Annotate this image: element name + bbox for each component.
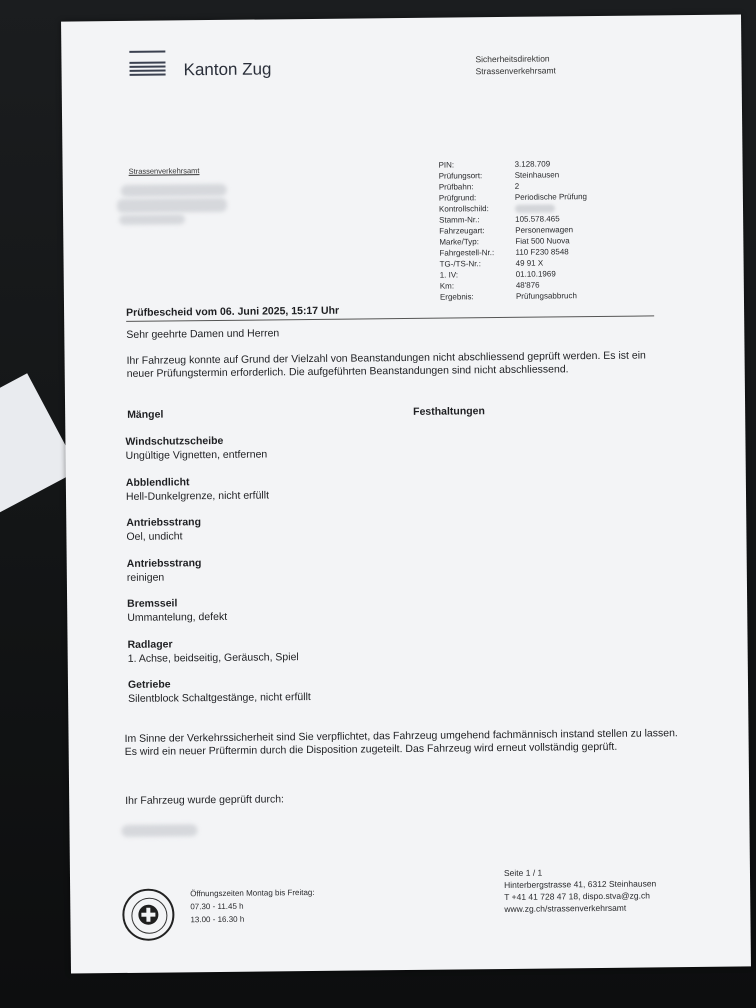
intro-paragraph: Ihr Fahrzeug konnte auf Grund der Vielzahl von Beanstandungen nicht abschliessend geprüft werden. Es ist ein neuer Prüfungstermin erforderlich. Die aufgeführten Beanstandungen sind nicht abschliessend. bbox=[126, 349, 646, 380]
redacted-address bbox=[121, 184, 227, 197]
fact-label: 1. IV: bbox=[439, 270, 459, 280]
defect-item bbox=[126, 511, 626, 557]
defect-description: Silentblock Schaltgestänge, nicht erfüllt bbox=[128, 691, 311, 705]
defect-description: Ummantelung, defekt bbox=[127, 610, 228, 624]
defect-item bbox=[127, 592, 627, 638]
opening-hours-morning: 07.30 - 11.45 h bbox=[190, 901, 244, 912]
document-title: Prüfbescheid vom 06. Juni 2025, 15:17 Uhr bbox=[126, 304, 340, 319]
fact-value: Periodische Prüfung bbox=[514, 192, 587, 202]
fact-value: 48'876 bbox=[515, 280, 540, 290]
closing-paragraph: Im Sinne der Verkehrssicherheit sind Sie verpflichtet, das Fahrzeug umgehend fachmännisch instand stellen zu lassen. Es wird ein neuer Prüftermin durch die Disposition zugeteilt. Das Fahrzeug wird erneut vollständig geprüft. bbox=[124, 727, 678, 758]
salutation: Sehr geehrte Damen und Herren bbox=[126, 327, 280, 341]
fact-value: Steinhausen bbox=[514, 170, 560, 180]
inspection-facts bbox=[439, 158, 589, 303]
fact-value: 3.128.709 bbox=[514, 159, 551, 169]
fact-value: 105.578.465 bbox=[515, 214, 560, 224]
defect-item bbox=[128, 673, 628, 719]
opening-hours-afternoon: 13.00 - 16.30 h bbox=[190, 914, 245, 925]
fact-label: TG-/TS-Nr.: bbox=[439, 259, 481, 269]
fact-label: Marke/Typ: bbox=[439, 237, 479, 247]
department-line: Strassenverkehrsamt bbox=[475, 65, 556, 77]
defect-description: 1. Achse, beidseitig, Geräusch, Spiel bbox=[127, 650, 299, 665]
defect-description: Oel, undicht bbox=[126, 530, 183, 543]
defect-category: Antriebsstrang bbox=[126, 516, 202, 529]
defect-description: Hell-Dunkelgrenze, nicht erfüllt bbox=[125, 488, 270, 503]
fact-value: 49 91 X bbox=[515, 258, 544, 268]
defect-description: Ungültige Vignetten, entfernen bbox=[125, 448, 268, 462]
fact-value: Personenwagen bbox=[515, 225, 574, 235]
checked-by-line: Ihr Fahrzeug wurde geprüft durch: bbox=[125, 793, 285, 807]
department-line: Sicherheitsdirektion bbox=[475, 53, 550, 65]
redacted-address bbox=[117, 198, 227, 213]
notes-column-heading: Festhaltungen bbox=[413, 405, 485, 418]
opening-hours-title: Öffnungszeiten Montag bis Freitag: bbox=[190, 887, 315, 899]
swiss-cross-seal-icon bbox=[122, 888, 175, 941]
sender-line: Strassenverkehrsamt bbox=[128, 166, 200, 176]
defect-item bbox=[127, 632, 627, 678]
fact-label: Stamm-Nr.: bbox=[439, 215, 480, 225]
defect-category: Abblendlicht bbox=[125, 475, 190, 489]
fact-label: Prüfgrund: bbox=[438, 193, 477, 203]
fact-row bbox=[440, 290, 588, 303]
fact-label: Ergebnis: bbox=[439, 292, 474, 302]
fact-row bbox=[439, 191, 587, 204]
kanton-logo-icon bbox=[129, 50, 165, 77]
fact-row bbox=[439, 246, 587, 259]
footer-phone-email: T +41 41 728 47 18, dispo.stva@zg.ch bbox=[504, 890, 651, 902]
brand-name: Kanton Zug bbox=[183, 59, 272, 80]
defect-category: Windschutzscheibe bbox=[125, 434, 224, 448]
department-block bbox=[475, 52, 556, 77]
document-page bbox=[61, 14, 751, 973]
defects-column-heading: Mängel bbox=[127, 408, 164, 421]
fact-label: Prüfungsort: bbox=[438, 171, 483, 181]
fact-label: Fahrzeugart: bbox=[439, 226, 485, 236]
fact-value: Fiat 500 Nuova bbox=[515, 236, 570, 246]
redacted-inspector bbox=[121, 824, 197, 837]
fact-value-redacted bbox=[515, 204, 555, 212]
fact-value: 01.10.1969 bbox=[515, 269, 556, 279]
footer-website: www.zg.ch/strassenverkehrsamt bbox=[504, 902, 627, 914]
fact-label: PIN: bbox=[438, 160, 455, 170]
fact-label: Kontrollschild: bbox=[438, 204, 489, 214]
fact-label: Km: bbox=[439, 281, 455, 291]
fact-value: 2 bbox=[514, 181, 520, 191]
defect-category: Bremsseil bbox=[127, 597, 178, 610]
footer-contact bbox=[504, 865, 657, 915]
defect-item bbox=[126, 470, 626, 516]
fact-label: Fahrgestell-Nr.: bbox=[439, 248, 495, 258]
defect-category: Getriebe bbox=[127, 678, 171, 691]
defect-item bbox=[125, 430, 625, 476]
redacted-address bbox=[119, 214, 185, 225]
page-number: Seite 1 / 1 bbox=[503, 867, 543, 878]
defect-description: reinigen bbox=[126, 571, 165, 584]
opening-hours bbox=[190, 886, 315, 926]
fact-value: Prüfungsabbruch bbox=[515, 291, 577, 301]
defect-category: Radlager bbox=[127, 637, 173, 651]
defect-item bbox=[127, 551, 627, 597]
defects-list bbox=[125, 430, 628, 719]
footer-address: Hinterbergstrasse 41, 6312 Steinhausen bbox=[504, 878, 657, 890]
fact-value: 110 F230 8548 bbox=[515, 247, 569, 257]
fact-label: Prüfbahn: bbox=[438, 182, 474, 192]
defect-category: Antriebsstrang bbox=[126, 556, 202, 570]
